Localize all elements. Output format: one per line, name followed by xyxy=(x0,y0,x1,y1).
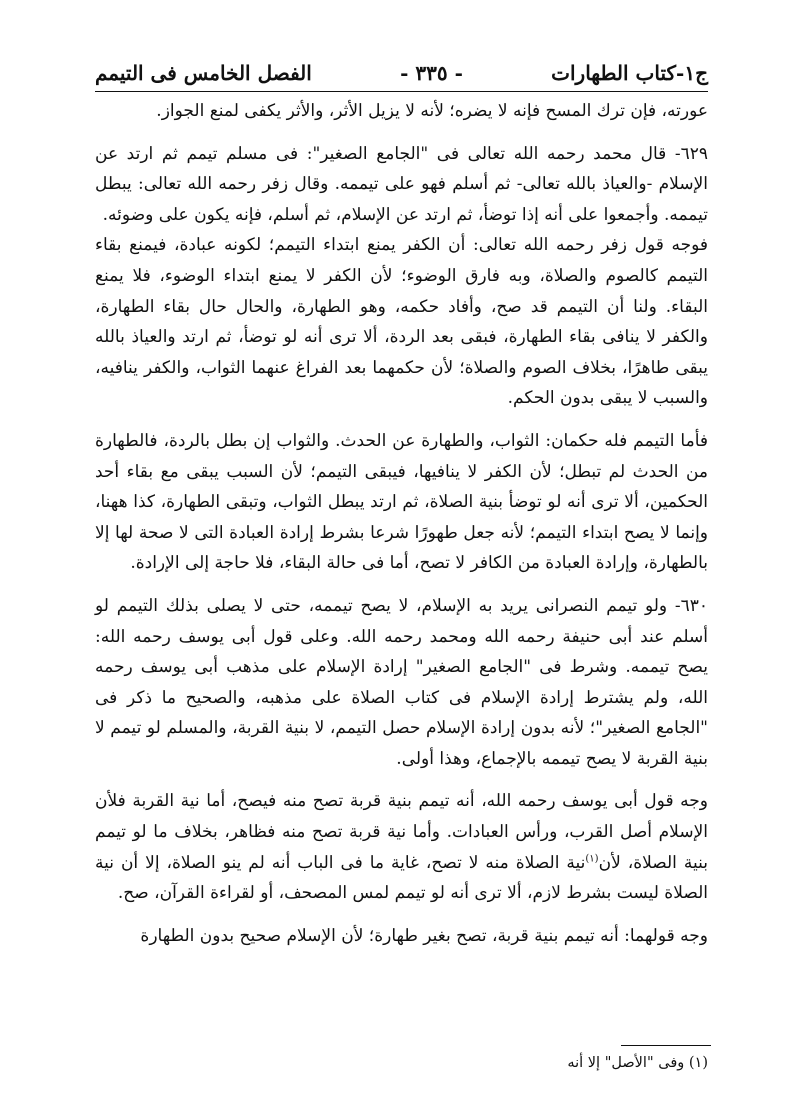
paragraph-abu-yusuf-continued: نية الصلاة منه لا تصح، غاية ما فى الباب أنه لم ينو الصلاة، إلا أن نية الصلاة ليست بشرط لازم، ألا ترى أنه لو تيمم لمس المصحف، أو لقراءة القرآن، صح. xyxy=(95,852,708,904)
paragraph-629: ٦٢٩- قال محمد رحمه الله تعالى فى "الجامع الصغير": فى مسلم تيمم ثم ارتد عن الإسلام -والعياذ بالله تعالى- ثم أسلم فهو على تيممه. وقال زفر رحمه الله تعالى: يبطل تيممه. وأجمعوا على أنه إذا توضأ، ثم ارتد عن الإسلام، ثم أسلم، فإنه يكون على وضوئه. xyxy=(95,143,708,225)
header-book-chapter: ج١-كتاب الطهارات xyxy=(551,61,708,85)
paragraph-1: عورته، فإن ترك المسح فإنه لا يضره؛ لأنه لا يزيل الأثر، والأثر يكفى لمنع الجواز. xyxy=(156,101,708,121)
main-text xyxy=(95,96,708,951)
paragraph-630: ٦٣٠- ولو تيمم النصرانى يريد به الإسلام، لا يصح تيممه، حتى لا يصلى بذلك التيمم لو أسلم عند أبى حنيفة رحمه الله ومحمد رحمه الله. وعلى قول أبى يوسف رحمه الله: يصح تيممه. وشرط فى "الجامع الصغير" إرادة الإسلام على مذهب أبى يوسف رحمه الله، ولم يشترط إرادة الإسلام فى كتاب الصلاة على مذهبه، والصحيح ما ذكر فى "الجامع الصغير"؛ لأنه بدون إرادة الإسلام حصل التيمم، لا بنية القربة، والمسلم لو تيمم لا بنية القربة لا يصح تيممه بالإجماع، وهذا أولى. xyxy=(95,595,708,769)
paragraph-abu-yusuf-view xyxy=(95,786,708,908)
header-divider xyxy=(95,91,708,92)
header-section-title: الفصل الخامس فى التيمم xyxy=(95,61,312,85)
paragraph-zufar-view: فوجه قول زفر رحمه الله تعالى: أن الكفر يمنع ابتداء التيمم؛ لكونه عبادة، فيمنع بقاء التيمم كالصوم والصلاة، وبه فارق الوضوء؛ لأن الكفر لا يمنع ابتداء الوضوء، فلا يمنع البقاء. ولنا أن التيمم قد صح، وأفاد حكمه، وهو الطهارة، والحال حال بقاء الطهارة، والكفر لا ينافى بقاء الطهارة، فبقى بعد الردة، ألا ترى أنه لو توضأ، ثم ارتد والعياذ بالله يبقى طاهرًا، بخلاف الصوم والصلاة؛ لأن حكمهما بعد الفراغ عنهما الثواب، والكفر ينافيه، والسبب لا يبقى بدون الحكم. xyxy=(95,235,708,409)
page-number: - ٣٣٥ - xyxy=(400,61,463,85)
page-header xyxy=(95,56,708,90)
footnote-text: (١) وفى "الأصل" إلا أنه xyxy=(567,1055,708,1071)
paragraph-two-rulings: فأما التيمم فله حكمان: الثواب، والطهارة عن الحدث. والثواب إن بطل بالردة، فالطهارة من الحدث لم تبطل؛ لأن الكفر لا ينافيها، فيبقى التيمم؛ لأن السبب يبقى مع بقاء أحد الحكمين، ألا ترى أنه لو توضأ بنية الصلاة، ثم ارتد يبطل الثواب، وتبقى الطهارة، كذا ههنا، وإنما لا يصح ابتداء التيمم؛ لأنه جعل طهورًا شرعا بشرط إرادة العبادة التى لا صحة لها إلا بالطهارة، وإرادة العبادة من الكافر لا تصح، أما فى حالة البقاء، فلا حاجة إلى الإرادة. xyxy=(95,430,708,574)
footnote-reference: (١) xyxy=(585,853,599,864)
paragraph-their-view: وجه قولهما: أنه تيمم بنية قربة، تصح بغير طهارة؛ لأن الإسلام صحيح بدون الطهارة xyxy=(140,925,708,946)
footnote-divider xyxy=(621,1045,711,1046)
paragraph-abu-yusuf-text: وجه قول أبى يوسف رحمه الله، أنه تيمم بنية قربة تصح منه فيصح، أما نية القربة فلأن الإسلام أصل القرب، ورأس العبادات. وأما نية قربة تصح منه فظاهر، بخلاف ما لو تيمم بنية الصلاة، لأن xyxy=(95,791,708,873)
